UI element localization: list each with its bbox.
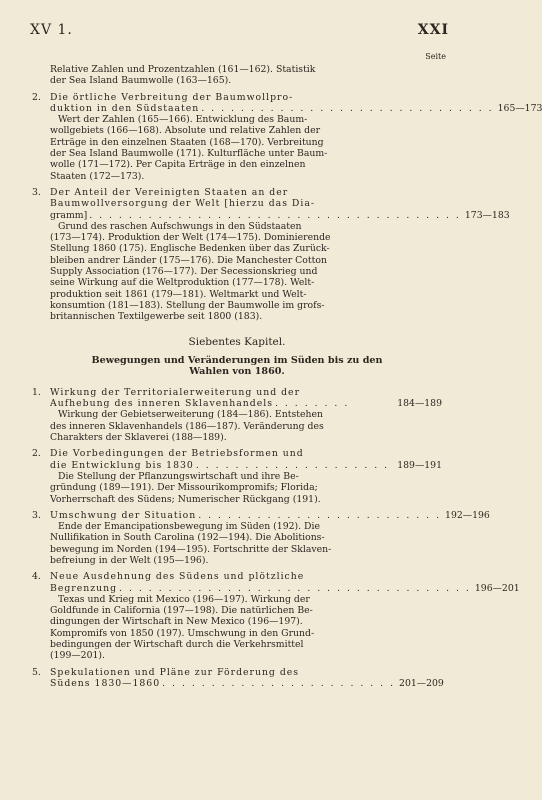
text-line: Die Stellung der Pflanzungswirtschaft und ihre Be- <box>58 470 299 482</box>
entry-pages: 192—196 <box>445 509 490 521</box>
text-line: Nullifikation in South Carolina (192—194). Die Abolitions- <box>50 532 325 544</box>
chapter-title: Siebentes Kapitel. <box>188 335 286 348</box>
chapter-subtitle: Wahlen von 1860. <box>189 366 285 378</box>
text-line: Ende der Emancipationsbewegung im Süden (192). Die <box>58 521 320 533</box>
page-column-label: Seite <box>425 52 446 61</box>
entry-pages: 196—201 <box>474 582 520 594</box>
entry-pages: 201—209 <box>399 677 444 689</box>
entry-pages: 189—191 <box>397 459 442 471</box>
text-line: Supply Association (176—177). Der Secessionskrieg und <box>50 266 318 278</box>
text-line: Wert der Zahlen (165—166). Entwicklung des Baum- <box>58 114 308 126</box>
entry-title-line: Spekulationen und Pläne zur Förderung des <box>50 666 300 678</box>
text-line: Charakters der Sklaverei (188—189). <box>50 432 227 444</box>
dot-leader: . . . . . . . . . . . . . . . . . . . . <box>195 459 390 471</box>
text-line: britannischen Textilgewerbe seit 1800 (183). <box>50 311 263 323</box>
entry-summary <box>50 114 542 182</box>
page-header <box>30 22 449 42</box>
text-line: bleiben andrer Länder (175—176). Die Manchester Cotton <box>50 254 327 266</box>
entry-leader-line <box>50 583 520 594</box>
entry-title-line: Die Vorbedingungen der Betriebsformen und <box>50 448 304 460</box>
dot-leader: . . . . . . . . . . . . . . . . . . . . . . . . . . . . . . . . . . . . . . <box>89 209 461 221</box>
text-line: Vorherrschaft des Südens; Numerischer Rückgang (191). <box>50 493 321 505</box>
entry-leader-line <box>50 510 490 521</box>
toc-entry <box>32 448 442 504</box>
text-line: seine Wirkung auf die Weltproduktion (177—178). Welt- <box>50 277 315 289</box>
entry-number: 2. <box>32 91 41 103</box>
text-line: bewegung im Norden (194—195). Fortschritte der Sklaven- <box>50 543 332 555</box>
toc-entry <box>32 571 520 662</box>
text-line: der Sea Island Baumwolle (171). Kulturfläche unter Baum- <box>50 148 328 160</box>
toc-entry <box>32 667 442 690</box>
dot-leader: . . . . . . . . . . . . . . . . . . . . . . . . . . . . . . . . . . . . <box>119 582 471 594</box>
entry-title-tail: Umschwung der Situation <box>50 509 197 521</box>
entry-title-line: Der Anteil der Vereinigten Staaten an der <box>50 186 289 198</box>
entry-summary <box>50 409 442 443</box>
entry-title-tail: gramm] <box>50 209 88 221</box>
text-line: Kompromifs von 1850 (197). Umschwung in den Grund- <box>50 627 315 639</box>
toc-entry <box>32 186 510 323</box>
text-line: Goldfunde in California (197—198). Die natürlichen Be- <box>50 605 313 617</box>
text-line: Erträge in den einzelnen Staaten (168—170). Verbreitung <box>50 136 324 148</box>
entry-title-tail: Begrenzung <box>50 582 118 594</box>
entry-pages: 184—189 <box>397 398 442 410</box>
entry-number: 5. <box>32 666 41 678</box>
entry-summary <box>50 221 510 323</box>
toc-entry <box>32 509 490 566</box>
text-line: (173—174). Produktion der Welt (174—175). Dominierende <box>50 232 331 244</box>
text-line: der Sea Island Baumwolle (163—165). <box>50 75 232 87</box>
entry-leader-line <box>50 460 442 471</box>
entry-number: 1. <box>32 386 41 398</box>
entry-number: 4. <box>32 571 41 583</box>
dot-leader: . . . . . . . . <box>274 398 350 410</box>
entry-title-line: Wirkung der Territorialerweiterung und der <box>50 386 301 398</box>
text-line: konsumtion (181—183). Stellung der Baumwolle im grofs- <box>50 299 325 311</box>
entry-leader-line <box>50 210 510 221</box>
entry-pages: 173—183 <box>464 209 510 221</box>
entry-number: 2. <box>32 448 41 460</box>
dot-leader: . . . . . . . . . . . . . . . . . . . . . . . . <box>162 677 396 689</box>
entry-summary <box>50 594 520 662</box>
text-line: (199—201). <box>50 650 105 662</box>
text-line: Wirkung der Gebietserweiterung (184—186). Entstehen <box>58 409 323 421</box>
entry-summary <box>50 521 490 566</box>
entry-title-tail: duktion in den Südstaaten <box>50 102 200 114</box>
entry-pages: 165—173 <box>497 102 542 114</box>
header-page-number: XXI <box>417 22 449 38</box>
table-of-contents <box>32 64 542 689</box>
text-line: Staaten (172—173). <box>50 170 145 182</box>
entry-title-tail: die Entwicklung bis 1830 <box>50 459 194 471</box>
text-line: befreiung in der Welt (195—196). <box>50 554 209 566</box>
toc-entry <box>32 91 542 182</box>
entry-title-line: Neue Ausdehnung des Südens und plötzliche <box>50 571 305 583</box>
text-line: Relative Zahlen und Prozentzahlen (161—162). Statistik <box>50 64 316 75</box>
text-line: bedingungen der Wirtschaft durch die Verkehrsmittel <box>50 639 304 651</box>
text-line: Texas und Krieg mit Mexico (196—197). Wirkung der <box>58 593 310 605</box>
entry-leader-line <box>50 103 542 114</box>
text-line: Grund des raschen Aufschwungs in den Südstaaten <box>58 220 302 232</box>
entry-title-tail: Südens 1830—1860 <box>50 677 161 689</box>
text-line: wollgebiets (166—168). Absolute und relative Zahlen der <box>50 125 321 137</box>
dot-leader: . . . . . . . . . . . . . . . . . . . . . . . . . . . . . . <box>201 102 494 114</box>
entry-number: 3. <box>32 186 41 198</box>
entry-summary <box>50 471 442 505</box>
entry-title-line: Die örtliche Verbreitung der Baumwollpro- <box>50 91 294 103</box>
text-line: Stellung 1860 (175). Englische Bedenken über das Zurück- <box>50 243 330 255</box>
text-line: gründung (189—191). Der Missourikompromifs; Florida; <box>50 482 318 494</box>
text-line: des inneren Sklavenhandels (186—187). Veränderung des <box>50 420 324 432</box>
entry-title-line: Baumwollversorgung der Welt [hierzu das Dia- <box>50 198 316 210</box>
entry-title-tail: Aufhebung des inneren Sklavenhandels <box>50 398 273 410</box>
entry-number: 3. <box>32 509 41 521</box>
text-line: wolle (171—172). Per Capita Erträge in den einzelnen <box>50 159 306 171</box>
text-line: dingungen der Wirtschaft in New Mexico (196—197). <box>50 616 303 628</box>
entry-leader-line <box>50 678 444 689</box>
text-line: produktion seit 1861 (179—181). Weltmarkt und Welt- <box>50 288 307 300</box>
toc-entry <box>32 387 442 443</box>
chapter-subtitle: Bewegungen und Veränderungen im Süden bis zu den <box>91 354 383 366</box>
entry-leader-line <box>50 398 442 409</box>
intro-continuation <box>32 64 442 87</box>
header-section-number: XV 1. <box>30 22 73 38</box>
dot-leader: . . . . . . . . . . . . . . . . . . . . . . . . . <box>198 509 442 521</box>
